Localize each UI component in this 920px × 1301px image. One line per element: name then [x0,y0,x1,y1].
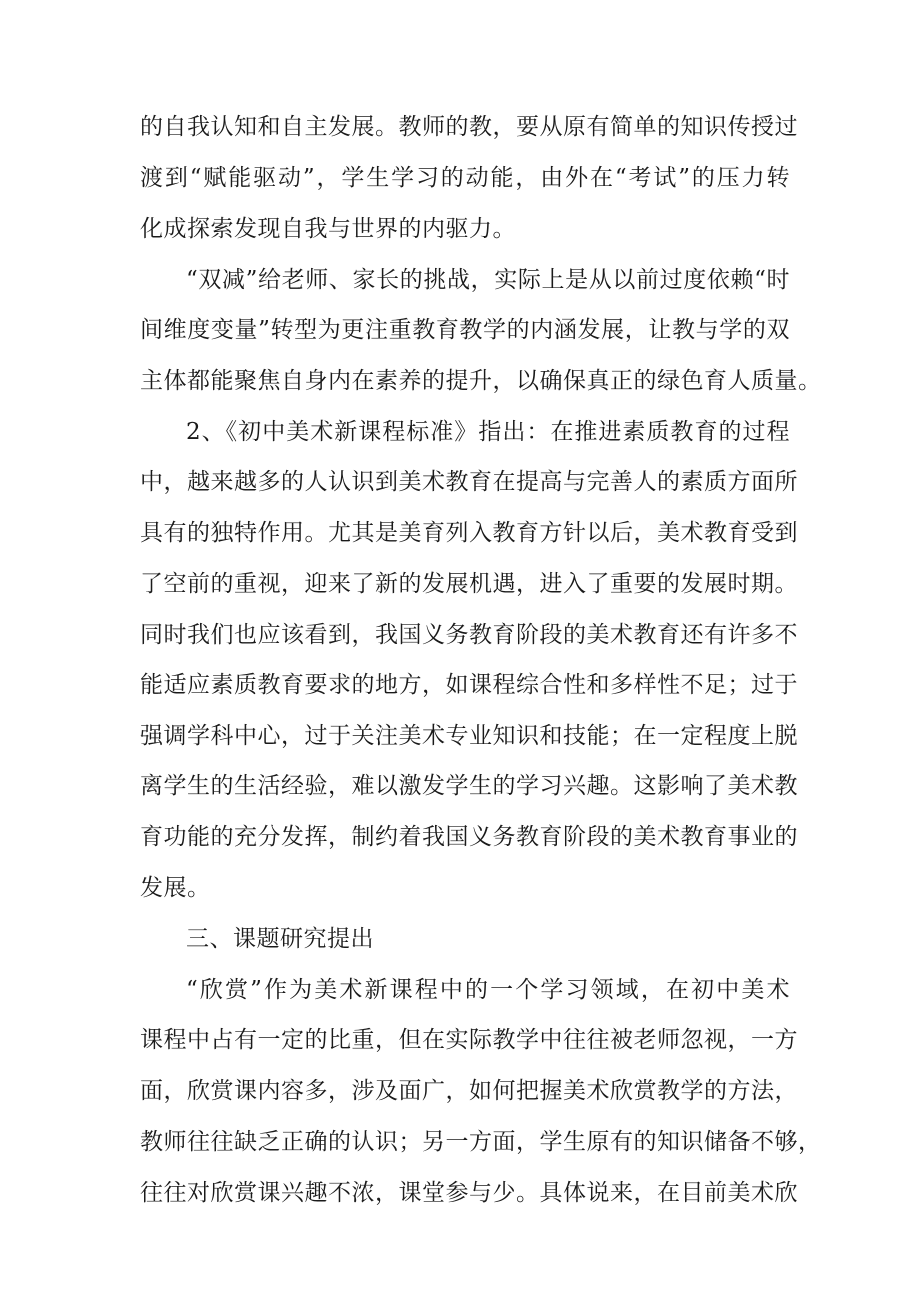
text-line: 渡到“赋能驱动”，学生学习的动能，由外在“考试”的压力转 [140,165,790,191]
text-line: 课程中占有一定的比重，但在实际教学中往往被老师忽视，一方 [140,1027,798,1053]
text-line: 间维度变量”转型为更注重教育教学的内涵发展，让教与学的双 [140,317,790,343]
text-line: 2、《初中美术新课程标准》指出：在推进素质教育的过程 [186,419,790,445]
text-line: “双减”给老师、家长的挑战，实际上是从以前过度依赖“时 [186,267,790,293]
text-line: 离学生的生活经验，难以激发学生的学习兴趣。这影响了美术教 [140,773,798,799]
text-line: 教师往往缺乏正确的认识；另一方面，学生原有的知识储备不够， [140,1129,822,1155]
text-line: 中，越来越多的人认识到美术教育在提高与完善人的素质方面所 [140,469,798,495]
text-line: 发展。 [140,875,211,901]
text-line: 化成探索发现自我与世界的内驱力。 [140,216,516,242]
section-heading: 三、课题研究提出 [186,926,374,952]
text-line: “欣赏”作为美术新课程中的一个学习领域，在初中美术 [186,977,790,1003]
text-line: 能适应素质教育要求的地方，如课程综合性和多样性不足；过于 [140,672,798,698]
text-line: 具有的独特作用。尤其是美育列入教育方针以后，美术教育受到 [140,520,798,546]
text-line: 育功能的充分发挥，制约着我国义务教育阶段的美术教育事业的 [140,824,798,850]
text-line: 了空前的重视，迎来了新的发展机遇，进入了重要的发展时期。 [140,571,798,597]
text-line: 同时我们也应该看到，我国义务教育阶段的美术教育还有许多不 [140,622,798,648]
text-line: 往往对欣赏课兴趣不浓，课堂参与少。具体说来，在目前美术欣 [140,1180,798,1206]
text-line: 主体都能聚焦自身内在素养的提升，以确保真正的绿色育人质量。 [140,368,822,394]
text-line: 的自我认知和自主发展。教师的教，要从原有简单的知识传授过 [140,114,798,140]
text-line: 强调学科中心，过于关注美术专业知识和技能；在一定程度上脱 [140,723,798,749]
text-line: 面，欣赏课内容多，涉及面广，如何把握美术欣赏教学的方法， [140,1078,798,1104]
